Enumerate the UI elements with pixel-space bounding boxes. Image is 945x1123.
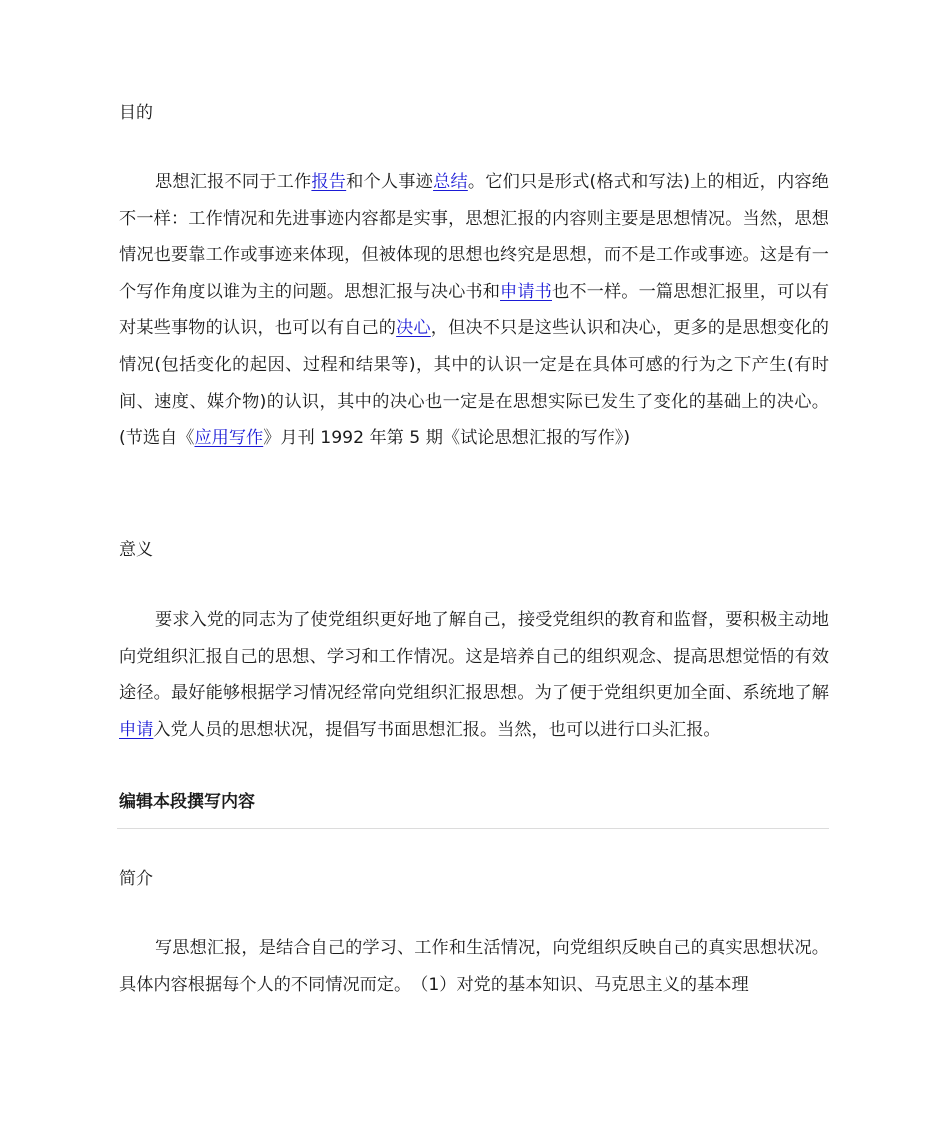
- heading-intro: 简介: [119, 869, 153, 889]
- text-run: 》月刊 1992 年第 5 期《试论思想汇报的写作》): [263, 428, 631, 449]
- inline-link[interactable]: 申请: [119, 719, 154, 740]
- heading-edit-section: 编辑本段撰写内容: [119, 792, 255, 812]
- text-run: 思想汇报不同于工作: [155, 172, 312, 192]
- text-run: 要求入党的同志为了使党组织更好地了解自己，接受党组织的教育和监督，要积极主动地向党组织汇报自己的思想、学习和工作情况。这是培养自己的组织观念、提高思想觉悟的有效途径。最好能够根据学习情况经常向党组织汇报思想。为了便于党组织更加全面、系统地了解: [119, 610, 829, 704]
- heading-significance: 意义: [119, 540, 153, 560]
- text-run: 和个人事迹: [346, 172, 434, 192]
- text-run: 。它们只是形式(格式和写法)上的相近，内容绝不一样：工作情况和先进事迹内容都是实事，思想汇报的内容则主要是思想情况。当然，思想情况也要靠工作或事迹来体现，但被体现的思想也终究是思想，而不是工作或事迹。这是有一个写作角度以谁为主的问题。思想汇报与决心书和: [119, 172, 829, 302]
- text-run: ，但决不只是这些认识和决心，更多的是思想变化的情况(包括变化的起因、过程和结果等)，其中的认识一定是在具体可感的行为之下产生(有时间、速度、媒介物)的认识，其中的决心也一定是在思想实际已发生了变化的基础上的决心。(节选自《: [119, 318, 829, 449]
- inline-link[interactable]: 决心: [396, 318, 431, 339]
- heading-purpose: 目的: [119, 103, 153, 123]
- paragraph-intro: [119, 930, 829, 1003]
- paragraph-purpose: [119, 164, 829, 457]
- text-run: 也不一样。一篇思想汇报里，可以有对某些事物的认识，也可以有自己的: [119, 281, 829, 339]
- paragraph-significance: [119, 602, 829, 748]
- text-run: 写思想汇报，是结合自己的学习、工作和生活情况，向党组织反映自己的真实思想状况。具体内容根据每个人的不同情况而定。 （1）对党的基本知识、马克思主义的基本理: [119, 938, 829, 995]
- inline-link[interactable]: 应用写作: [194, 428, 264, 449]
- text-run: 入党人员的思想状况，提倡写书面思想汇报。当然，也可以进行口头汇报。: [153, 719, 721, 740]
- inline-link[interactable]: 申请书: [500, 281, 552, 302]
- section-divider: [117, 828, 829, 829]
- inline-link[interactable]: 总结: [433, 172, 468, 192]
- inline-link[interactable]: 报告: [311, 172, 347, 192]
